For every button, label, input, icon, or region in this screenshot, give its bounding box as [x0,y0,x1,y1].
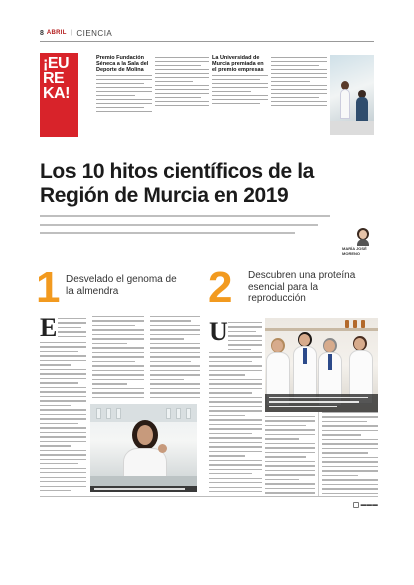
article-body [209,352,262,494]
sidebar-text [318,412,378,496]
eureka-logo-block [40,53,78,137]
top-news-photo [330,55,374,135]
top-news-item[interactable] [96,55,152,135]
section-tag: ABRIL [46,30,67,36]
researcher-photo [90,404,197,486]
item-number: 1 [36,263,61,312]
dropcap: U [209,317,228,346]
article-body [228,322,262,352]
article-body [92,316,144,400]
footer-rule [40,496,378,497]
top-news-body [96,75,152,112]
dropcap: E [40,313,58,342]
article-body [265,416,315,494]
eureka-logo: ¡EU RE KA! [43,55,70,102]
header-separator: | [70,30,73,36]
top-news-column [271,55,327,135]
page-number: 8 [40,29,44,37]
item-title: Desvelado el genoma de la almendra [66,274,177,297]
article-body [150,316,200,400]
article-lead [40,215,330,241]
page-footer [290,500,378,510]
author-avatar [356,228,370,246]
article-headline: Los 10 hitos científicos de la Región de Murcia en 2019 [40,160,314,207]
item-title: Descubren una proteína esencial para la reproducción [248,270,356,304]
newspaper-icon [353,502,359,508]
page-header [40,26,374,40]
header-rule [40,41,374,42]
publication-mark: ▬▬▬ [360,502,378,508]
top-news-column [155,55,209,135]
item-number: 2 [208,263,233,312]
photo-caption [265,394,378,412]
top-news-title: Premio Fundación Séneca a la Sala del Deporte de Molina [96,55,149,73]
top-news-title: La Universidad de Murcia premiada en el premio empresas [212,55,264,73]
section-name: CIENCIA [76,28,113,38]
top-news-body [212,75,268,104]
article-body [58,318,86,340]
photo-caption [90,486,197,492]
top-news-item[interactable] [212,55,268,135]
article-body [40,342,86,494]
author-name: MARÍA JOSÉ MORENO [342,246,367,256]
